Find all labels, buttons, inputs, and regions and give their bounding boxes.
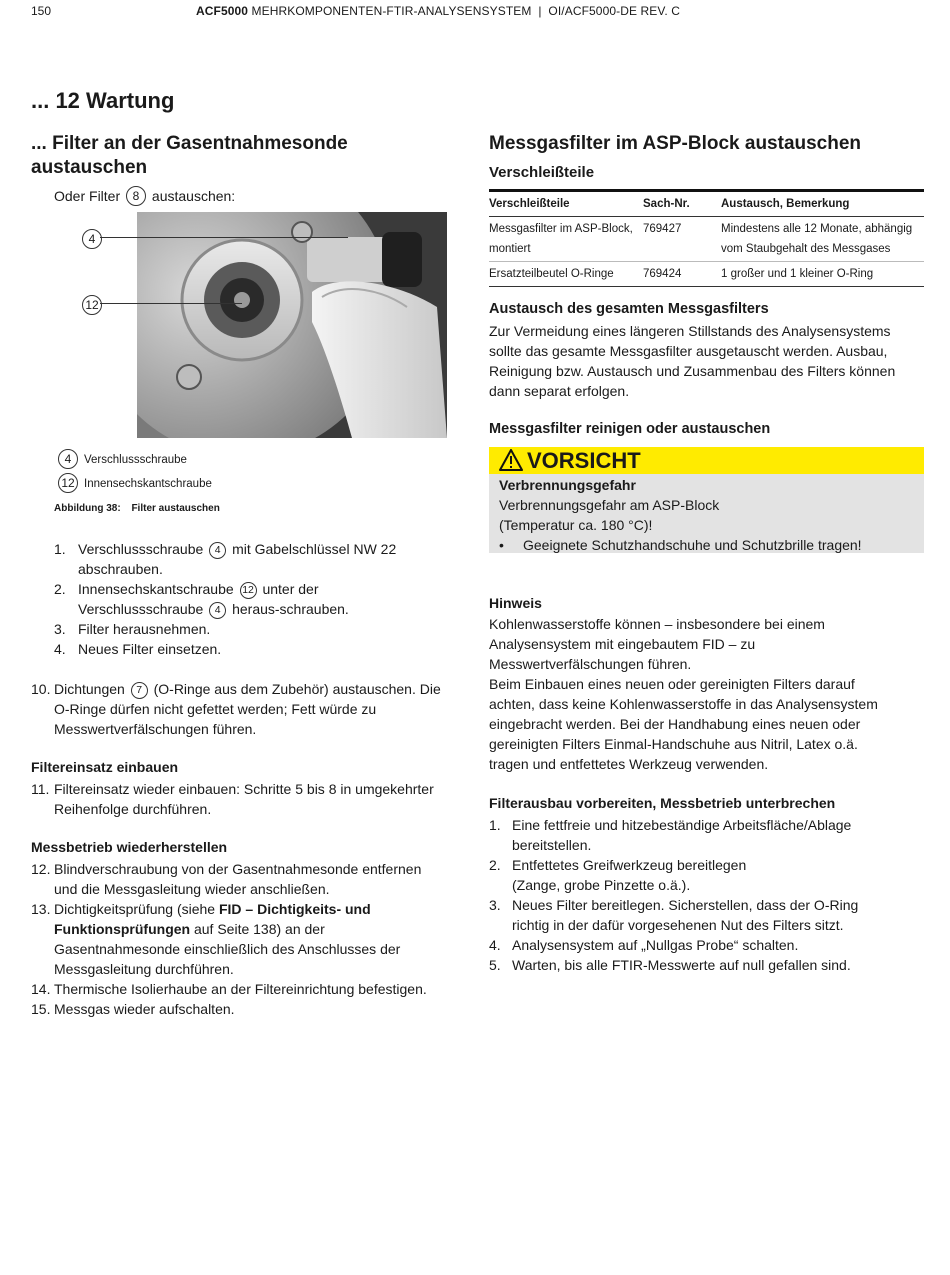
warning-bullet: • Geeignete Schutzhandschuhe und Schutzbrille tragen! bbox=[499, 537, 862, 553]
header-title-rest: MEHRKOMPONENTEN-FTIR-ANALYSENSYSTEM | OI/ACF5000-DE REV. C bbox=[248, 4, 681, 18]
table-row: Messgasfilter im ASP-Block, montiert 769427 Mindestens alle 12 Monate, abhängig vom Staubgehalt des Messgases bbox=[489, 217, 924, 262]
parts-table bbox=[489, 192, 924, 287]
note-paragraph: Kohlenwasserstoffe können – insbesondere bei einem Analysensystem mit eingebautem FID – zu Messwertverfälschungen führen. Beim Einbauen eines neuen oder gereinigten Filters darauf achten, dass keine Kohlenwasserstoffe in das Analysensystem eingebracht werden. Bei der Handhabung eines neuen oder gereinigten Filters Einmal-Handschuhe aus Nitril, Latex o.ä. tragen und entfettetes Werkzeug verwenden. bbox=[489, 616, 878, 772]
filter-intro bbox=[54, 186, 235, 206]
list-item: 11. Filtereinsatz wieder einbauen: Schritte 5 bis 8 in umgekehrter Reihenfolge durchführen. bbox=[31, 781, 434, 817]
parts-table-wrap bbox=[489, 192, 924, 287]
right-section-heading: Messgasfilter im ASP-Block austauschen bbox=[489, 133, 862, 154]
list-item: 15. Messgas wieder aufschalten. bbox=[31, 1001, 235, 1017]
filter-photo-image bbox=[137, 212, 447, 438]
list-item: 5. Warten, bis alle FTIR-Messwerte auf null gefallen sind. bbox=[489, 957, 851, 973]
left-section-heading bbox=[31, 132, 348, 180]
table-header-row: Verschleißteile Sach-Nr. Austausch, Bemerkung bbox=[489, 192, 924, 217]
callout-12: 12 bbox=[80, 295, 104, 315]
filter-photo bbox=[137, 212, 447, 438]
list-item: 2. Entfettetes Greifwerkzeug bereitlegen (Zange, grobe Pinzette o.ä.). bbox=[489, 857, 747, 893]
header-title bbox=[196, 4, 680, 18]
callout-12-line bbox=[100, 303, 242, 304]
list-item: 12. Blindverschraubung von der Gasentnahmesonde entfernen und die Messgasleitung wieder anschließen. bbox=[31, 861, 422, 897]
page-number: 150 bbox=[31, 4, 52, 18]
step-10 bbox=[31, 679, 471, 739]
warning-body: Verbrennungsgefahr Verbrennungsgefahr am ASP-Block (Temperatur ca. 180 °C)! • Geeignete Schutzhandschuhe und Schutzbrille tragen! bbox=[499, 477, 862, 553]
sub-verschleissteile: Verschleißteile bbox=[489, 164, 595, 181]
sub-filtereinsatz: Filtereinsatz einbauen bbox=[31, 759, 179, 775]
sub-reinigen: Messgasfilter reinigen oder austauschen bbox=[489, 421, 771, 437]
legend-item: 4 Verschlussschraube bbox=[56, 449, 80, 473]
cross-ref-link-2[interactable]: Funktionsprüfungen bbox=[54, 921, 191, 937]
steps-12-15 bbox=[31, 859, 471, 1019]
warning-triangle-icon bbox=[499, 449, 523, 471]
list-item: 2. Innensechskantschraube 12 unter der Verschlussschraube 4 heraus-schrauben. bbox=[54, 581, 349, 617]
ref-circle: 12 bbox=[240, 582, 257, 599]
callout-4: 4 bbox=[80, 229, 104, 249]
step-11 bbox=[31, 779, 471, 819]
sub-austausch: Austausch des gesamten Messgasfilters bbox=[489, 301, 769, 317]
list-item: 4. Analysensystem auf „Nullgas Probe“ schalten. bbox=[489, 937, 799, 953]
header-product: ACF5000 bbox=[196, 4, 249, 18]
note-title: Hinweis bbox=[489, 595, 542, 611]
list-item: 14. Thermische Isolierhaube an der Filtereinrichtung befestigen. bbox=[31, 981, 427, 997]
list-item: 13. Dichtigkeitsprüfung (siehe FID – Dichtigkeits- und Funktionsprüfungen auf Seite 138) an der Gasentnahmesonde einschließlich des Anschlusses der Messgasleitung durchführen. bbox=[31, 901, 401, 977]
chapter-title: ... 12 Wartung bbox=[31, 88, 175, 113]
ref-circle: 4 bbox=[209, 542, 226, 559]
left-heading-line1: ... Filter an der Gasentnahmesonde bbox=[31, 133, 348, 154]
warning-title: VORSICHT bbox=[527, 448, 641, 473]
ref-circle: 8 bbox=[126, 186, 146, 206]
sub-messbetrieb: Messbetrieb wiederherstellen bbox=[31, 839, 228, 855]
page-header bbox=[31, 4, 921, 22]
table-row: Ersatzteilbeutel O-Ringe 769424 1 großer und 1 kleiner O-Ring bbox=[489, 262, 924, 287]
exchange-paragraph: Zur Vermeidung eines längeren Stillstands des Analysensystems sollte das gesamte Messgasfilter ausgetauscht werden. Ausbau, Reinigung bzw. Austausch und Zusammenbau des Filters können dann separat erfolgen. bbox=[489, 323, 896, 399]
ref-circle: 4 bbox=[209, 602, 226, 619]
figure-caption: Abbildung 38: Filter austauschen bbox=[54, 503, 220, 514]
warning-box bbox=[489, 447, 924, 553]
list-item: 3. Filter herausnehmen. bbox=[54, 621, 211, 637]
list-item: 10. Dichtungen 7 (O-Ringe aus dem Zubehör) austauschen. Die O-Ringe dürfen nicht gefettet werden; Fett würde zu Messwertverfälschungen führen. bbox=[31, 681, 441, 737]
intro-text-end: austauschen: bbox=[151, 188, 236, 204]
list-item: 1. Eine fettfreie und hitzebeständige Arbeitsfläche/Ablage bereitstellen. bbox=[489, 817, 852, 853]
warning-header bbox=[489, 447, 924, 474]
callout-4-line bbox=[100, 237, 348, 238]
sub-filterausbau: Filterausbau vorbereiten, Messbetrieb unterbrechen bbox=[489, 795, 836, 811]
list-item: 1. Verschlussschraube 4 mit Gabelschlüssel NW 22 abschrauben. bbox=[54, 541, 397, 577]
figure-legend bbox=[56, 449, 212, 497]
warning-subtitle: Verbrennungsgefahr bbox=[499, 477, 636, 493]
list-item: 3. Neues Filter bereitlegen. Sicherstellen, dass der O-Ring richtig in der dafür vorgesehenen Nut des Filters sitzt. bbox=[489, 897, 859, 933]
intro-text: Oder Filter bbox=[54, 188, 121, 204]
prepare-steps bbox=[489, 815, 929, 975]
left-heading-line2: austauschen bbox=[31, 157, 148, 178]
steps-list bbox=[54, 539, 464, 659]
ref-circle: 7 bbox=[131, 682, 148, 699]
legend-item: 12 Innensechskantschraube bbox=[56, 473, 80, 497]
cross-ref-link[interactable]: FID – Dichtigkeits- und bbox=[218, 901, 371, 917]
list-item: 4. Neues Filter einsetzen. bbox=[54, 641, 222, 657]
